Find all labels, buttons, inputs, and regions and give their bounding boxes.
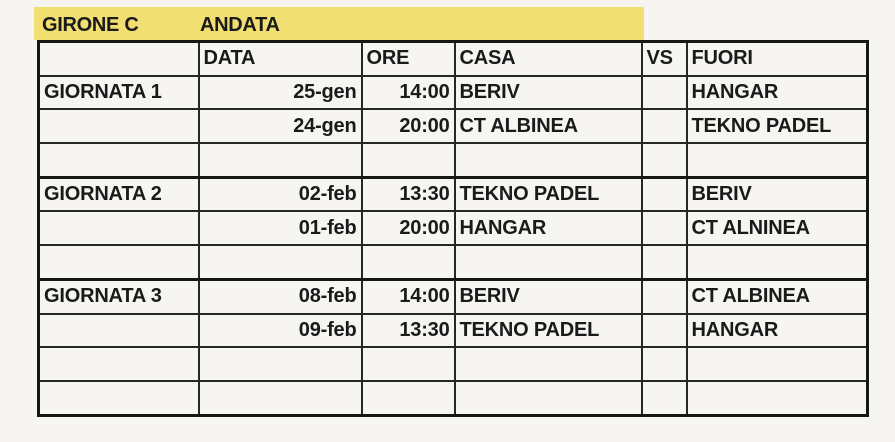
- match-date: 08-feb: [199, 279, 362, 313]
- empty-cell: [687, 381, 868, 415]
- empty-cell: [687, 143, 868, 177]
- home-team: BERIV: [455, 279, 642, 313]
- table-row: [39, 314, 868, 348]
- match-time: 13:30: [362, 177, 455, 211]
- empty-cell: [642, 143, 687, 177]
- vs-cell: [642, 211, 687, 245]
- vs-cell: [642, 314, 687, 348]
- match-date: 25-gen: [199, 76, 362, 110]
- table-row: [39, 109, 868, 143]
- empty-cell: [199, 381, 362, 415]
- home-team: HANGAR: [455, 211, 642, 245]
- header-vs: VS: [642, 42, 687, 76]
- empty-cell: [687, 347, 868, 381]
- empty-cell: [455, 143, 642, 177]
- empty-cell: [362, 381, 455, 415]
- match-date: 09-feb: [199, 314, 362, 348]
- away-team: HANGAR: [687, 314, 868, 348]
- match-time: 20:00: [362, 211, 455, 245]
- giornata-label-blank: [39, 109, 199, 143]
- away-team: CT ALBINEA: [687, 279, 868, 313]
- giornata-label-blank: [39, 211, 199, 245]
- match-time: 14:00: [362, 76, 455, 110]
- empty-cell: [39, 143, 199, 177]
- home-team: BERIV: [455, 76, 642, 110]
- away-team: CT ALNINEA: [687, 211, 868, 245]
- header-data: DATA: [199, 42, 362, 76]
- giornata-label-blank: [39, 314, 199, 348]
- table-row-empty: [39, 381, 868, 415]
- vs-cell: [642, 76, 687, 110]
- empty-cell: [39, 347, 199, 381]
- match-date: 01-feb: [199, 211, 362, 245]
- table-row-empty: [39, 245, 868, 279]
- giornata-label: GIORNATA 1: [39, 76, 199, 110]
- giornata-label: GIORNATA 3: [39, 279, 199, 313]
- match-date: 24-gen: [199, 109, 362, 143]
- empty-cell: [642, 245, 687, 279]
- empty-cell: [199, 347, 362, 381]
- group-title: GIRONE C: [42, 14, 139, 36]
- header-ore: ORE: [362, 42, 455, 76]
- header-cell-blank: [39, 42, 199, 76]
- away-team: TEKNO PADEL: [687, 109, 868, 143]
- match-time: 20:00: [362, 109, 455, 143]
- header-fuori: FUORI: [687, 42, 868, 76]
- match-time: 14:00: [362, 279, 455, 313]
- table-row-empty: [39, 347, 868, 381]
- empty-cell: [455, 381, 642, 415]
- empty-cell: [362, 347, 455, 381]
- phase-title: ANDATA: [200, 14, 280, 36]
- away-team: BERIV: [687, 177, 868, 211]
- table-row: [39, 279, 868, 313]
- header-row: [39, 42, 868, 76]
- giornata-label: GIORNATA 2: [39, 177, 199, 211]
- group-header: [34, 7, 644, 40]
- table-row: [39, 211, 868, 245]
- empty-cell: [39, 381, 199, 415]
- home-team: TEKNO PADEL: [455, 177, 642, 211]
- table-row-empty: [39, 143, 868, 177]
- header-casa: CASA: [455, 42, 642, 76]
- away-team: HANGAR: [687, 76, 868, 110]
- match-time: 13:30: [362, 314, 455, 348]
- empty-cell: [199, 245, 362, 279]
- home-team: TEKNO PADEL: [455, 314, 642, 348]
- vs-cell: [642, 109, 687, 143]
- vs-cell: [642, 177, 687, 211]
- empty-cell: [455, 245, 642, 279]
- empty-cell: [642, 381, 687, 415]
- empty-cell: [39, 245, 199, 279]
- empty-cell: [455, 347, 642, 381]
- match-date: 02-feb: [199, 177, 362, 211]
- table-row: [39, 76, 868, 110]
- empty-cell: [199, 143, 362, 177]
- home-team: CT ALBINEA: [455, 109, 642, 143]
- vs-cell: [642, 279, 687, 313]
- empty-cell: [362, 245, 455, 279]
- schedule-table: [37, 40, 869, 417]
- table-row: [39, 177, 868, 211]
- empty-cell: [687, 245, 868, 279]
- empty-cell: [642, 347, 687, 381]
- empty-cell: [362, 143, 455, 177]
